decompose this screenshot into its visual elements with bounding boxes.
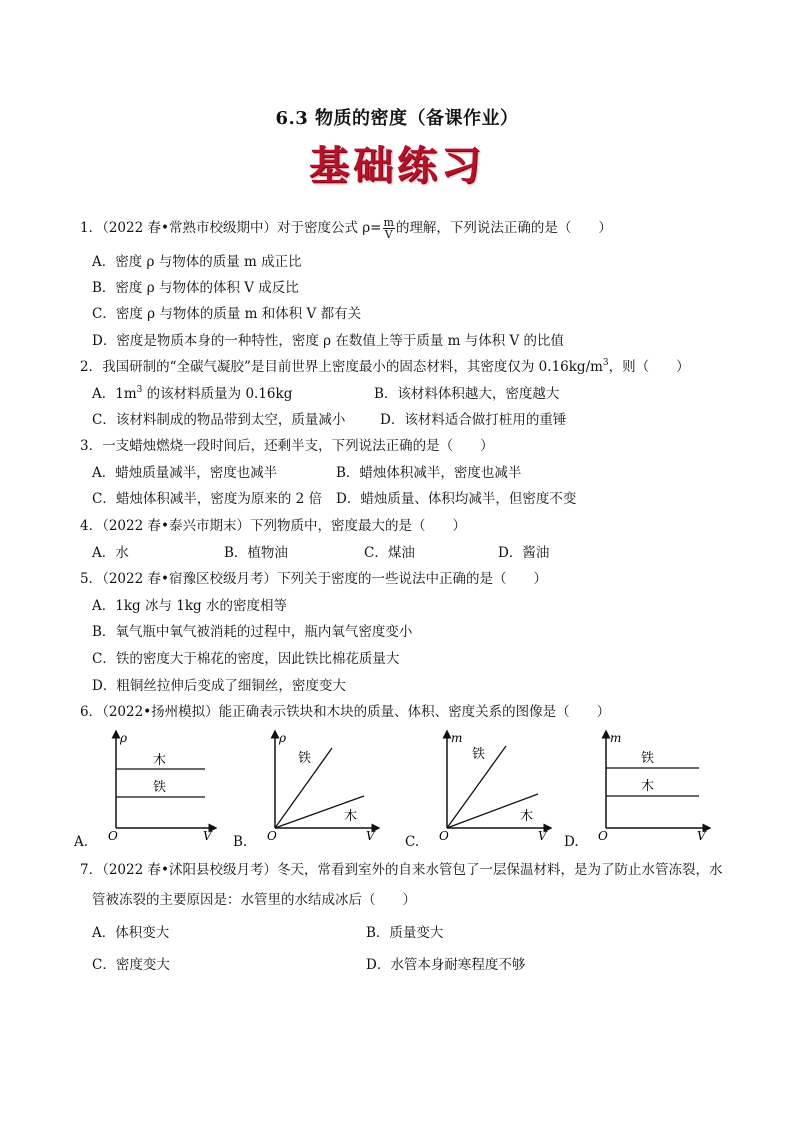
graph-b-letter[interactable]: B.: [233, 834, 248, 850]
wood-label: 木: [520, 809, 534, 824]
question-1-stem-tail: 的理解，下列说法正确的是（ ）: [395, 220, 612, 236]
question-2-option-b[interactable]: B．该材料体积越大，密度越大: [374, 386, 560, 402]
question-5-stem: 5．（2022 春•宿豫区校级月考）下列关于密度的一些说法中正确的是（ ）: [80, 571, 547, 587]
fraction-numerator: m: [383, 216, 394, 229]
graph-a-letter[interactable]: A.: [74, 834, 89, 850]
wood-label: 木: [153, 753, 167, 768]
iron-label: 铁: [298, 751, 312, 766]
graph-d-plot: [585, 728, 711, 844]
question-2-option-c[interactable]: C．该材料制成的物品带到太空，质量减小: [92, 412, 346, 428]
question-3-option-a[interactable]: A．蜡烛质量减半，密度也减半: [92, 465, 278, 481]
section-heading: 基础练习: [309, 142, 485, 189]
question-2-superscript: 3: [602, 358, 609, 368]
wood-label: 木: [641, 779, 655, 794]
question-3-option-d[interactable]: D．蜡烛质量、体积均减半，但密度不变: [336, 491, 577, 507]
origin-label: O: [267, 829, 277, 843]
question-4-option-a[interactable]: A．水: [92, 545, 129, 561]
question-2-stem-text: 2．我国研制的“全碳气凝胶”是目前世界上密度最小的固态材料，其密度仅为 0.16kg/m: [80, 359, 603, 375]
question-1-stem: [80, 217, 612, 240]
graph-b[interactable]: [254, 728, 380, 844]
question-1-option-b[interactable]: B．密度 ρ 与物体的体积 V 成反比: [92, 280, 299, 296]
question-1-stem-text: 1．（2022 春•常熟市校级期中）对于密度公式 ρ=: [80, 220, 382, 236]
question-4-stem: 4．（2022 春•泰兴市期末）下列物质中，密度最大的是（ ）: [80, 518, 466, 534]
question-5-option-b[interactable]: B．氧气瓶中氧气被消耗的过程中，瓶内氧气密度变小: [92, 624, 413, 640]
question-1-option-d[interactable]: D．密度是物质本身的一种特性，密度 ρ 在数值上等于质量 m 与体积 V 的比值: [92, 333, 565, 349]
question-7-option-a[interactable]: A．体积变大: [92, 925, 170, 941]
origin-label: O: [439, 829, 449, 843]
x-axis-label: V: [538, 829, 547, 843]
graph-c-letter[interactable]: C.: [405, 834, 420, 850]
iron-label: 铁: [472, 747, 486, 762]
question-5-option-a[interactable]: A．1kg 冰与 1kg 水的密度相等: [92, 598, 287, 614]
y-axis-label: ρ: [120, 731, 128, 745]
question-4-option-b[interactable]: B．植物油: [224, 545, 288, 561]
fraction-denominator: V: [384, 228, 393, 241]
y-axis-label: m: [451, 731, 463, 745]
question-3-option-b[interactable]: B．蜡烛体积减半，密度也减半: [336, 465, 522, 481]
question-1-option-a[interactable]: A．密度 ρ 与物体的质量 m 成正比: [92, 254, 302, 270]
option-a-prefix: A．1m: [92, 386, 137, 402]
iron-label: 铁: [641, 751, 655, 766]
page-title: 6.3 物质的密度（备课作业）: [275, 108, 519, 129]
question-4-option-d[interactable]: D．酱油: [498, 545, 550, 561]
y-axis-label: m: [610, 731, 622, 745]
question-2-option-d[interactable]: D．该材料适合做打桩用的重锤: [380, 412, 567, 428]
iron-label: 铁: [153, 780, 167, 795]
origin-label: O: [108, 829, 118, 843]
graph-a-plot: [95, 728, 217, 844]
graph-a[interactable]: [95, 728, 217, 844]
question-7-option-d[interactable]: D．水管本身耐寒程度不够: [366, 957, 526, 973]
question-7-stem-line-2: 管被冻裂的主要原因是：水管里的水结成冰后（ ）: [92, 892, 416, 908]
x-axis-label: V: [697, 829, 706, 843]
y-axis-label: ρ: [279, 731, 287, 745]
question-7-option-c[interactable]: C．密度变大: [92, 957, 170, 973]
origin-label: O: [598, 829, 608, 843]
graph-c[interactable]: [426, 728, 552, 844]
question-4-option-c[interactable]: C．煤油: [364, 545, 415, 561]
graph-b-plot: [254, 728, 380, 844]
question-1-option-c[interactable]: C．密度 ρ 与物体的质量 m 和体积 V 都有关: [92, 306, 362, 322]
question-2-option-a[interactable]: [92, 385, 292, 403]
wood-label: 木: [344, 809, 358, 824]
question-7-option-b[interactable]: B．质量变大: [366, 925, 444, 941]
graph-d[interactable]: [585, 728, 711, 844]
option-a-superscript: 3: [136, 385, 143, 395]
graph-d-letter[interactable]: D.: [564, 834, 579, 850]
x-axis-label: V: [203, 829, 212, 843]
graph-c-plot: [426, 728, 552, 844]
question-2-stem-tail: ，则（ ）: [608, 359, 690, 375]
question-3-stem: 3．一支蜡烛燃烧一段时间后，还剩半支，下列说法正确的是（ ）: [80, 438, 494, 454]
x-axis-label: V: [366, 829, 375, 843]
question-5-option-c[interactable]: C．铁的密度大于棉花的密度，因此铁比棉花质量大: [92, 651, 400, 667]
density-formula-fraction: [383, 217, 395, 240]
question-3-option-c[interactable]: C．蜡烛体积减半，密度为原来的 2 倍: [92, 491, 323, 507]
question-6-stem: 6．（2022•扬州模拟）能正确表示铁块和木块的质量、体积、密度关系的图像是（ ）: [80, 704, 611, 720]
question-5-option-d[interactable]: D．粗铜丝拉伸后变成了细铜丝，密度变大: [92, 678, 346, 694]
question-2-stem: [80, 358, 690, 376]
option-a-text: 的该材料质量为 0.16kg: [142, 386, 293, 402]
question-7-stem-line-1: 7．（2022 春•沭阳县校级月考）冬天，常看到室外的自来水管包了一层保温材料，是为了防止水管冻裂，水: [80, 862, 723, 878]
